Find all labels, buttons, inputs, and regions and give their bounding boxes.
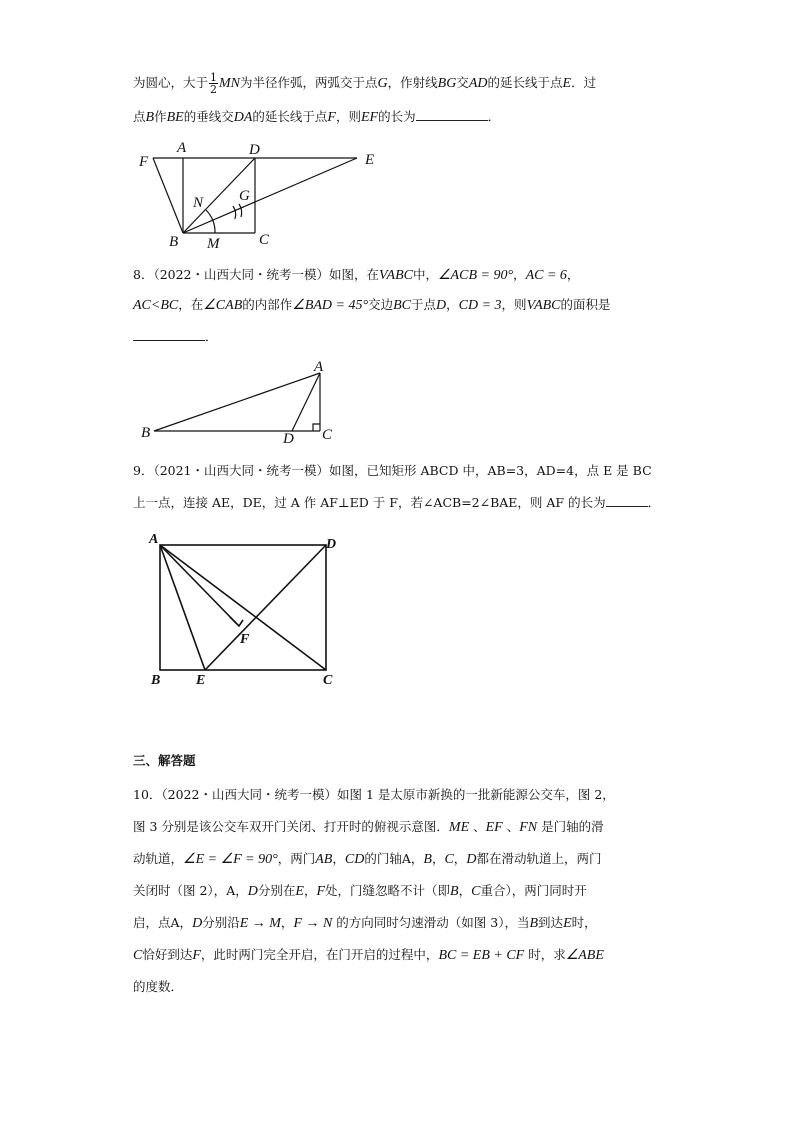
label-A: A <box>314 359 324 375</box>
label-A: A <box>149 532 159 547</box>
q10-line-4: 关闭时（图 2），A，D分别在E，F处，门缝忽略不计（即B，C重合），两门同时开 <box>133 883 587 899</box>
label-F: F <box>240 632 250 647</box>
label-C: C <box>322 427 333 443</box>
arc-G-1 <box>233 206 236 219</box>
q10-line-1: 10．（2022・山西大同・统考一模）如图 1 是太原市新换的一批新能源公交车，图 2， <box>133 787 615 802</box>
label-D: D <box>249 142 260 158</box>
q9-figure <box>145 530 355 690</box>
label-B: B <box>141 425 151 441</box>
arc-G-2 <box>239 204 242 217</box>
label-E: E <box>196 673 206 688</box>
label-N: N <box>193 195 204 211</box>
label-C: C <box>323 673 333 688</box>
label-B: B <box>169 234 179 250</box>
q10-line-6: C恰好到达F，此时两门完全开启，在门开启的过程中，BC = EB + CF 时，求∠ABE <box>133 947 604 963</box>
section-heading: 三、解答题 <box>133 753 196 768</box>
q7-line-1: 为圆心，大于 $\frac{1}{2}$ MN为半径作弧，两弧交于点G，作射线BG交AD的延长线于点E．过 <box>133 71 597 96</box>
label-A: A <box>177 140 187 156</box>
q8-line-3: ． <box>133 328 663 346</box>
fraction-half: $\frac{1}{2}$ <box>210 71 218 96</box>
label-C: C <box>259 232 270 248</box>
line-AC <box>160 545 326 670</box>
q9-line-1: 9．（2021・山西大同・统考一模）如图，已知矩形 ABCD 中，AB=3，AD=4，点 E 是 BC <box>133 463 652 478</box>
answer-blank[interactable] <box>133 328 205 341</box>
line-BE <box>183 158 357 233</box>
q8-figure <box>140 360 350 445</box>
answer-blank[interactable] <box>606 494 648 507</box>
q7-figure <box>135 140 395 250</box>
answer-blank[interactable] <box>416 108 488 121</box>
q7-line-2: 点B作BE的垂线交DA的延长线于点F，则EF的长为 ． <box>133 109 501 125</box>
label-E: E <box>365 152 375 168</box>
q10-line-7: 的度数． <box>133 979 184 994</box>
q10-line-2: 图 3 分别是该公交车双开门关闭、打开时的俯视示意图．ME 、EF 、FN 是门轴的滑 <box>133 819 604 835</box>
q9-line-2: 上一点，连接 AE，DE，过 A 作 AF⊥ED 于 F，若∠ACB=2∠BAE，则 AF 的长为 ． <box>133 495 661 510</box>
q8-line-2: AC<BC，在∠CAB的内部作∠BAD = 45°交边BC于点D，CD = 3，则VABC的面积是 <box>133 297 611 313</box>
line-FB <box>153 158 183 233</box>
label-F: F <box>139 154 149 170</box>
line-AF <box>160 545 237 624</box>
label-D: D <box>283 431 294 447</box>
line-AE <box>160 545 205 670</box>
q10-line-3: 动轨道，∠E = ∠F = 90°，两门AB，CD的门轴A，B，C，D都在滑动轨道上，两门 <box>133 851 602 867</box>
q10-line-5: 启，点A，D分别沿E → M，F → N 的方向同时匀速滑动（如图 3），当B到达E时， <box>133 915 597 931</box>
line-BA <box>154 373 320 431</box>
right-angle-mark <box>313 424 320 431</box>
label-M: M <box>207 236 220 252</box>
right-angle-mark <box>230 617 243 626</box>
label-D: D <box>326 537 337 552</box>
label-B: B <box>151 673 161 688</box>
line-ED <box>205 545 326 670</box>
q8-line-1: 8．（2022・山西大同・统考一模）如图，在VABC中，∠ACB = 90°，AC = 6， <box>133 267 580 283</box>
label-G: G <box>239 188 250 204</box>
